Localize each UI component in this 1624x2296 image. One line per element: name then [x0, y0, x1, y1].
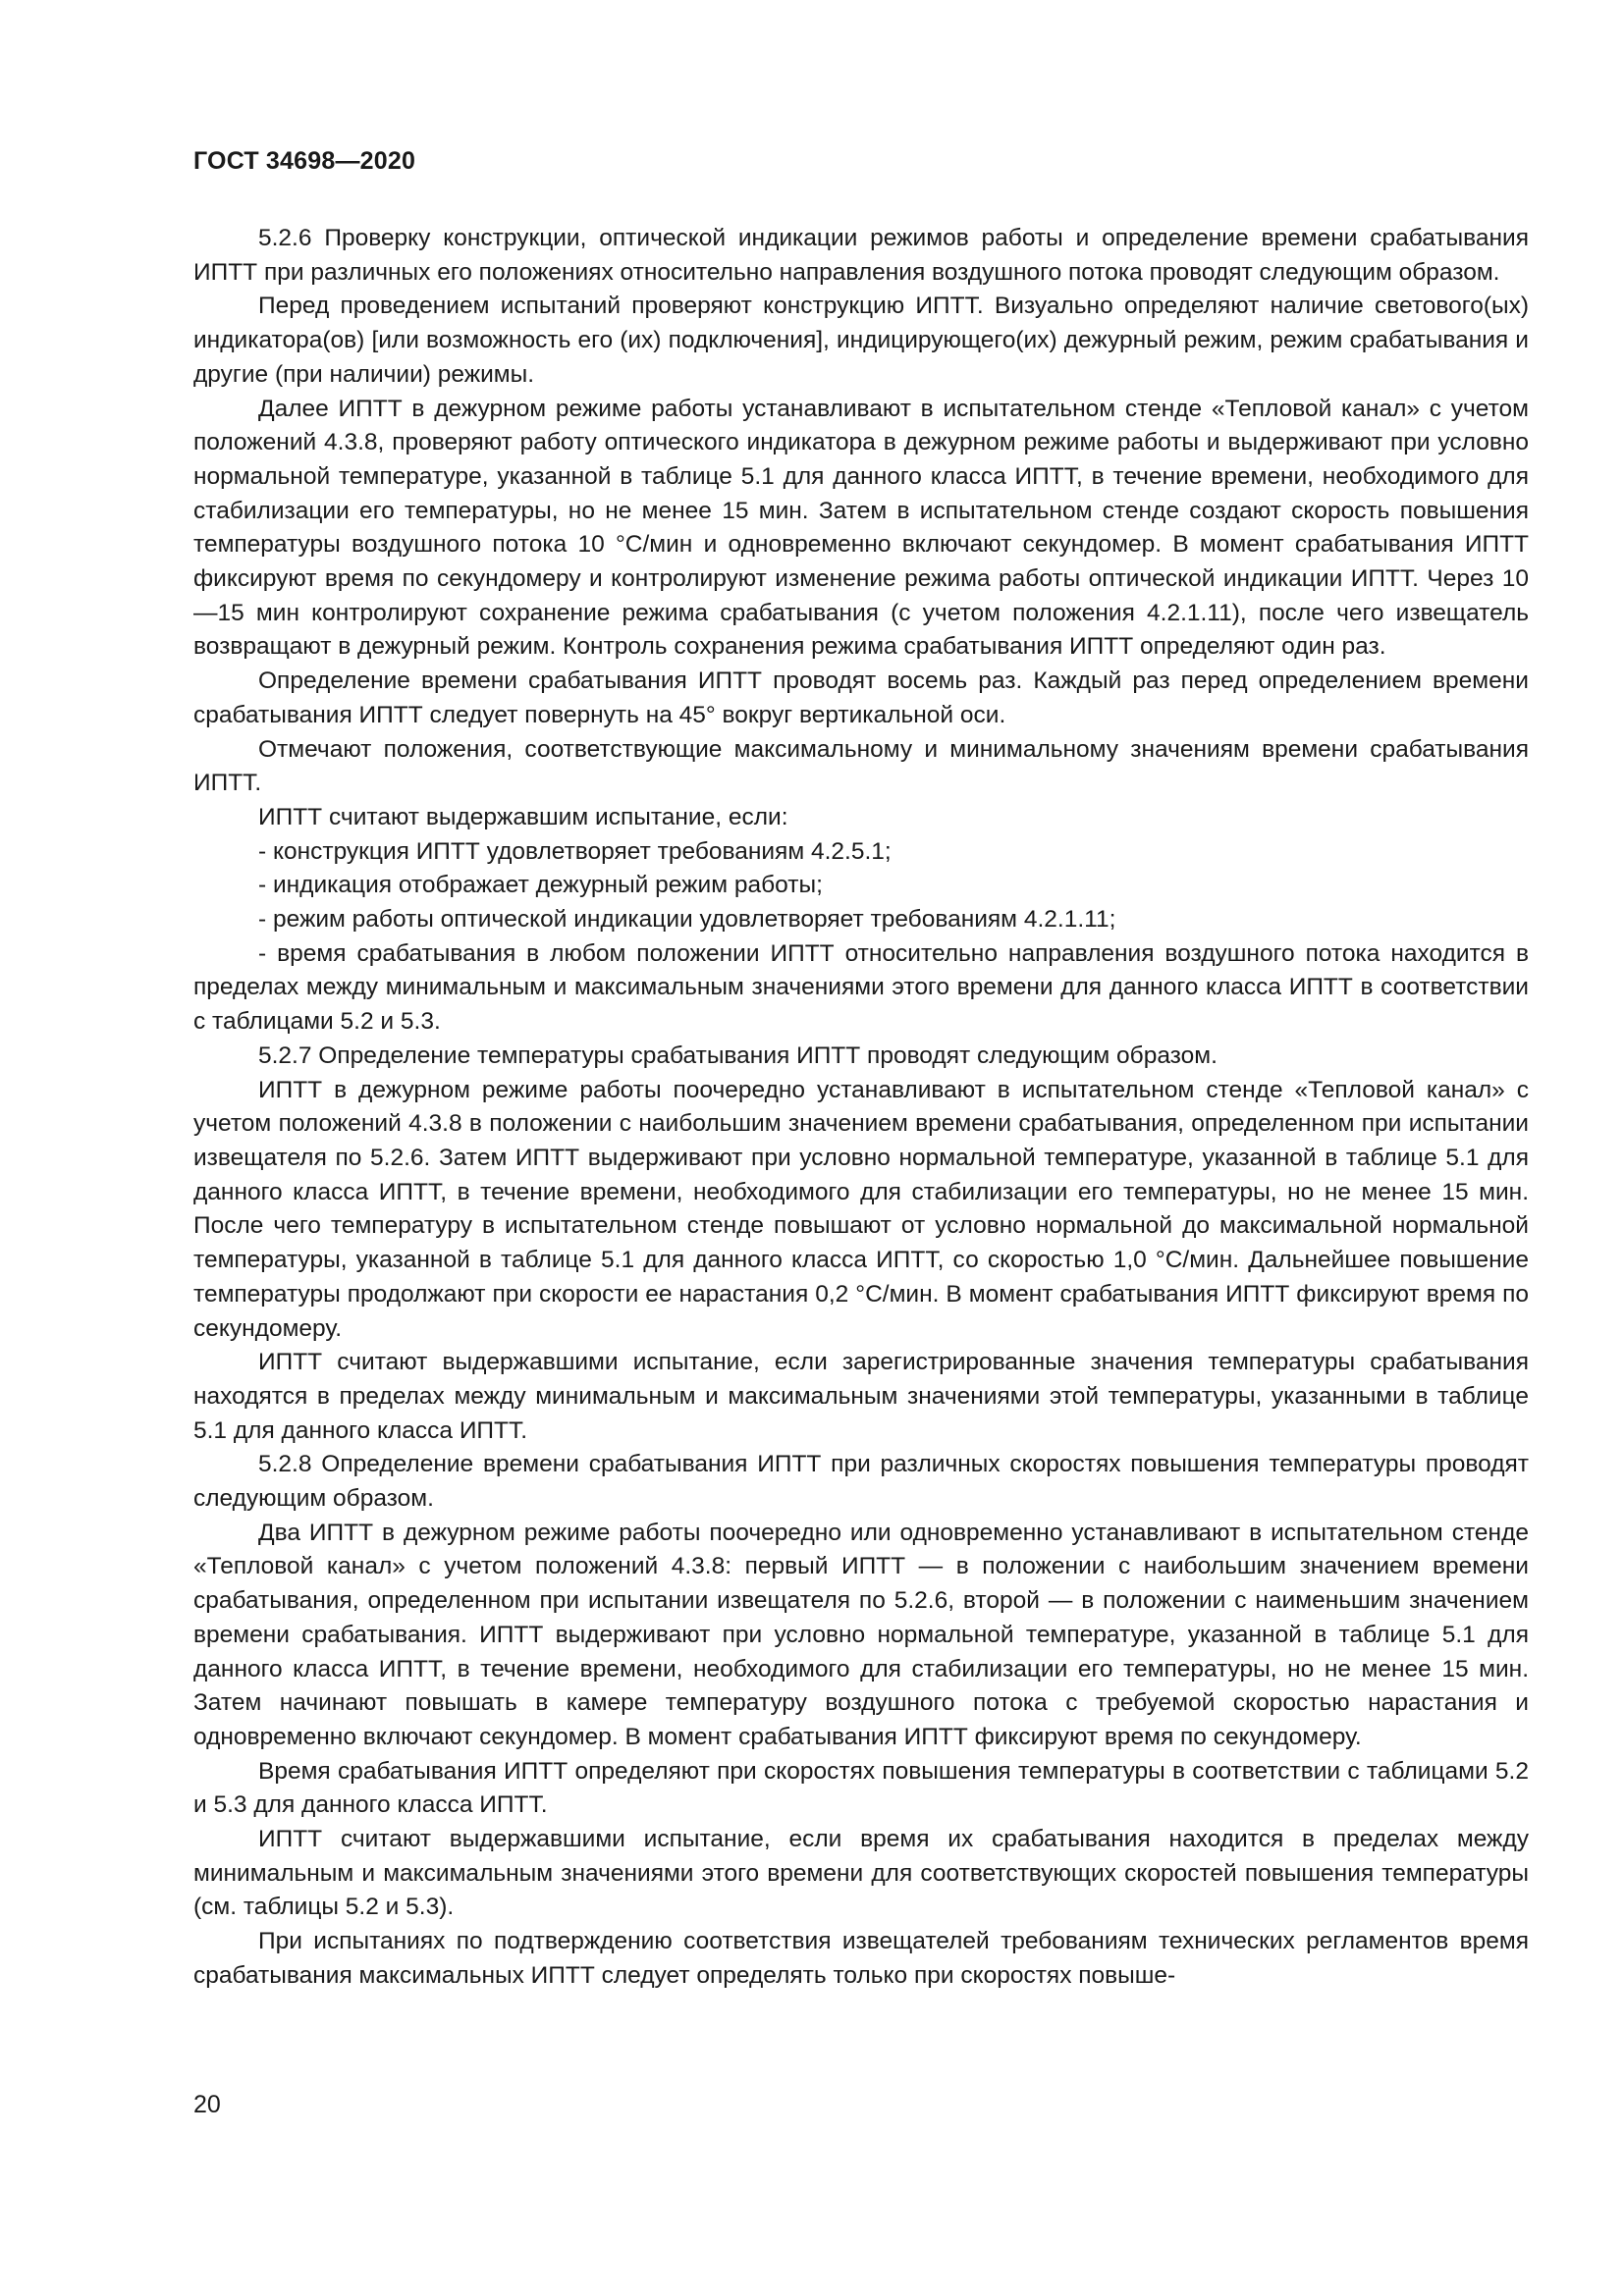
document-header: ГОСТ 34698—2020: [193, 147, 416, 175]
paragraph-5-2-8: 5.2.8 Определение времени срабатывания ИПТТ при различных скоростях повышения температуры проводят следующим образом.: [193, 1451, 1529, 1513]
paragraph-rate-tables: Время срабатывания ИПТТ определяют при скоростях повышения температуры в соответствии с таблицами 5.2 и 5.3 для данного класса ИПТТ.: [193, 1757, 1529, 1819]
paragraph-rate-pass: ИПТТ считают выдержавшими испытание, если время их срабатывания находится в пределах между минимальным и максимальным значениями этого времени для соответствующих скоростей повышения температуры (см. таблицы 5.2 и 5.3).: [193, 1826, 1529, 1921]
list-item-response-time: - время срабатывания в любом положении ИПТТ относительно направления воздушного потока находится в пределах между минимальным и максимальным значениями этого времени для данного класса ИПТТ в соответствии с таблицами 5.2 и 5.3.: [193, 939, 1529, 1036]
document-body: [193, 222, 1529, 1994]
paragraph-5-2-6: 5.2.6 Проверку конструкции, оптической индикации режимов работы и определение времени срабатывания ИПТТ при различных его положениях относительно направления воздушного потока проводят следующим образом.: [193, 225, 1529, 286]
list-item-indication: - индикация отображает дежурный режим работы;: [258, 872, 823, 899]
paragraph-thermal-channel-test: Далее ИПТТ в дежурном режиме работы устанавливают в испытательном стенде «Тепловой канал» с учетом положений 4.3.8, проверяют работу оптического индикатора в дежурном режиме работы и выдерживают при условно нормальной температуре, указанной в таблице 5.1 для данного класса ИПТТ, в течение времени, необходимого для стабилизации его температуры, но не менее 15 мин. Затем в испытательном стенде создают скорость повышения температуры воздушного потока 10 °С/мин и одновременно включают секундомер. В момент срабатывания ИПТТ фиксируют время по секундомеру и контролируют изменение режима работы оптической индикации ИПТТ. Через 10—15 мин контролируют сохранение режима срабатывания (с учетом положения 4.2.1.11), после чего извещатель возвращают в дежурный режим. Контроль сохранения режима срабатывания ИПТТ определяют один раз.: [193, 395, 1529, 661]
paragraph-positions-note: Отмечают положения, соответствующие максимальному и минимальному значениям времени срабатывания ИПТТ.: [193, 735, 1529, 797]
paragraph-regulations: При испытаниях по подтверждению соответствия извещателей требованиям технических регламентов время срабатывания максимальных ИПТТ следует определять только при скоростях повыше-: [193, 1928, 1529, 1989]
paragraph-eight-measurements: Определение времени срабатывания ИПТТ проводят восемь раз. Каждый раз перед определением времени срабатывания ИПТТ следует повернуть на 45° вокруг вертикальной оси.: [193, 667, 1529, 728]
list-item-construction: - конструкция ИПТТ удовлетворяет требованиям 4.2.5.1;: [258, 837, 892, 865]
paragraph-construction-check: Перед проведением испытаний проверяют конструкцию ИПТТ. Визуально определяют наличие светового(ых) индикатора(ов) [или возможность его (их) подключения], индицирующего(их) дежурный режим, режим срабатывания и другие (при наличии) режимы.: [193, 293, 1529, 388]
paragraph-pass-criteria-intro: ИПТТ считают выдержавшим испытание, если:: [258, 803, 788, 830]
paragraph-temperature-pass: ИПТТ считают выдержавшими испытание, если зарегистрированные значения температуры срабатывания находятся в пределах между минимальным и максимальным значениями этой температуры, указанными в таблице 5.1 для данного класса ИПТТ.: [193, 1349, 1529, 1444]
paragraph-5-2-7: 5.2.7 Определение температуры срабатывания ИПТТ проводят следующим образом.: [258, 1041, 1218, 1069]
list-item-optical-mode: - режим работы оптической индикации удовлетворяет требованиям 4.2.1.11;: [258, 906, 1116, 934]
page-number: 20: [193, 2091, 221, 2118]
paragraph-temperature-test: ИПТТ в дежурном режиме работы поочередно устанавливают в испытательном стенде «Тепловой канал» с учетом положений 4.3.8 в положении с наибольшим значением времени срабатывания, определенном при испытании извещателя по 5.2.6. Затем ИПТТ выдерживают при условно нормальной температуре, указанной в таблице 5.1 для данного класса ИПТТ, в течение времени, необходимого для стабилизации его температуры, но не менее 15 мин. После чего температуру в испытательном стенде повышают от условно нормальной до максимальной нормальной температуры, указанной в таблице 5.1 для данного класса ИПТТ, со скоростью 1,0 °С/мин. Дальнейшее повышение температуры продолжают при скорости ее нарастания 0,2 °С/мин. В момент срабатывания ИПТТ фиксируют время по секундомеру.: [193, 1076, 1529, 1342]
paragraph-two-detectors-test: Два ИПТТ в дежурном режиме работы поочередно или одновременно устанавливают в испытательном стенде «Тепловой канал» с учетом положений 4.3.8: первый ИПТТ — в положении с наибольшим значением времени срабатывания, определенном при испытании извещателя по 5.2.6, второй — в положении с наименьшим значением времени срабатывания. ИПТТ выдерживают при условно нормальной температуре, указанной в таблице 5.1 для данного класса ИПТТ, в течение времени, необходимого для стабилизации его температуры, но не менее 15 мин. Затем начинают повышать в камере температуру воздушного потока с требуемой скоростью нарастания и одновременно включают секундомер. В момент срабатывания ИПТТ фиксируют время по секундомеру.: [193, 1519, 1529, 1750]
